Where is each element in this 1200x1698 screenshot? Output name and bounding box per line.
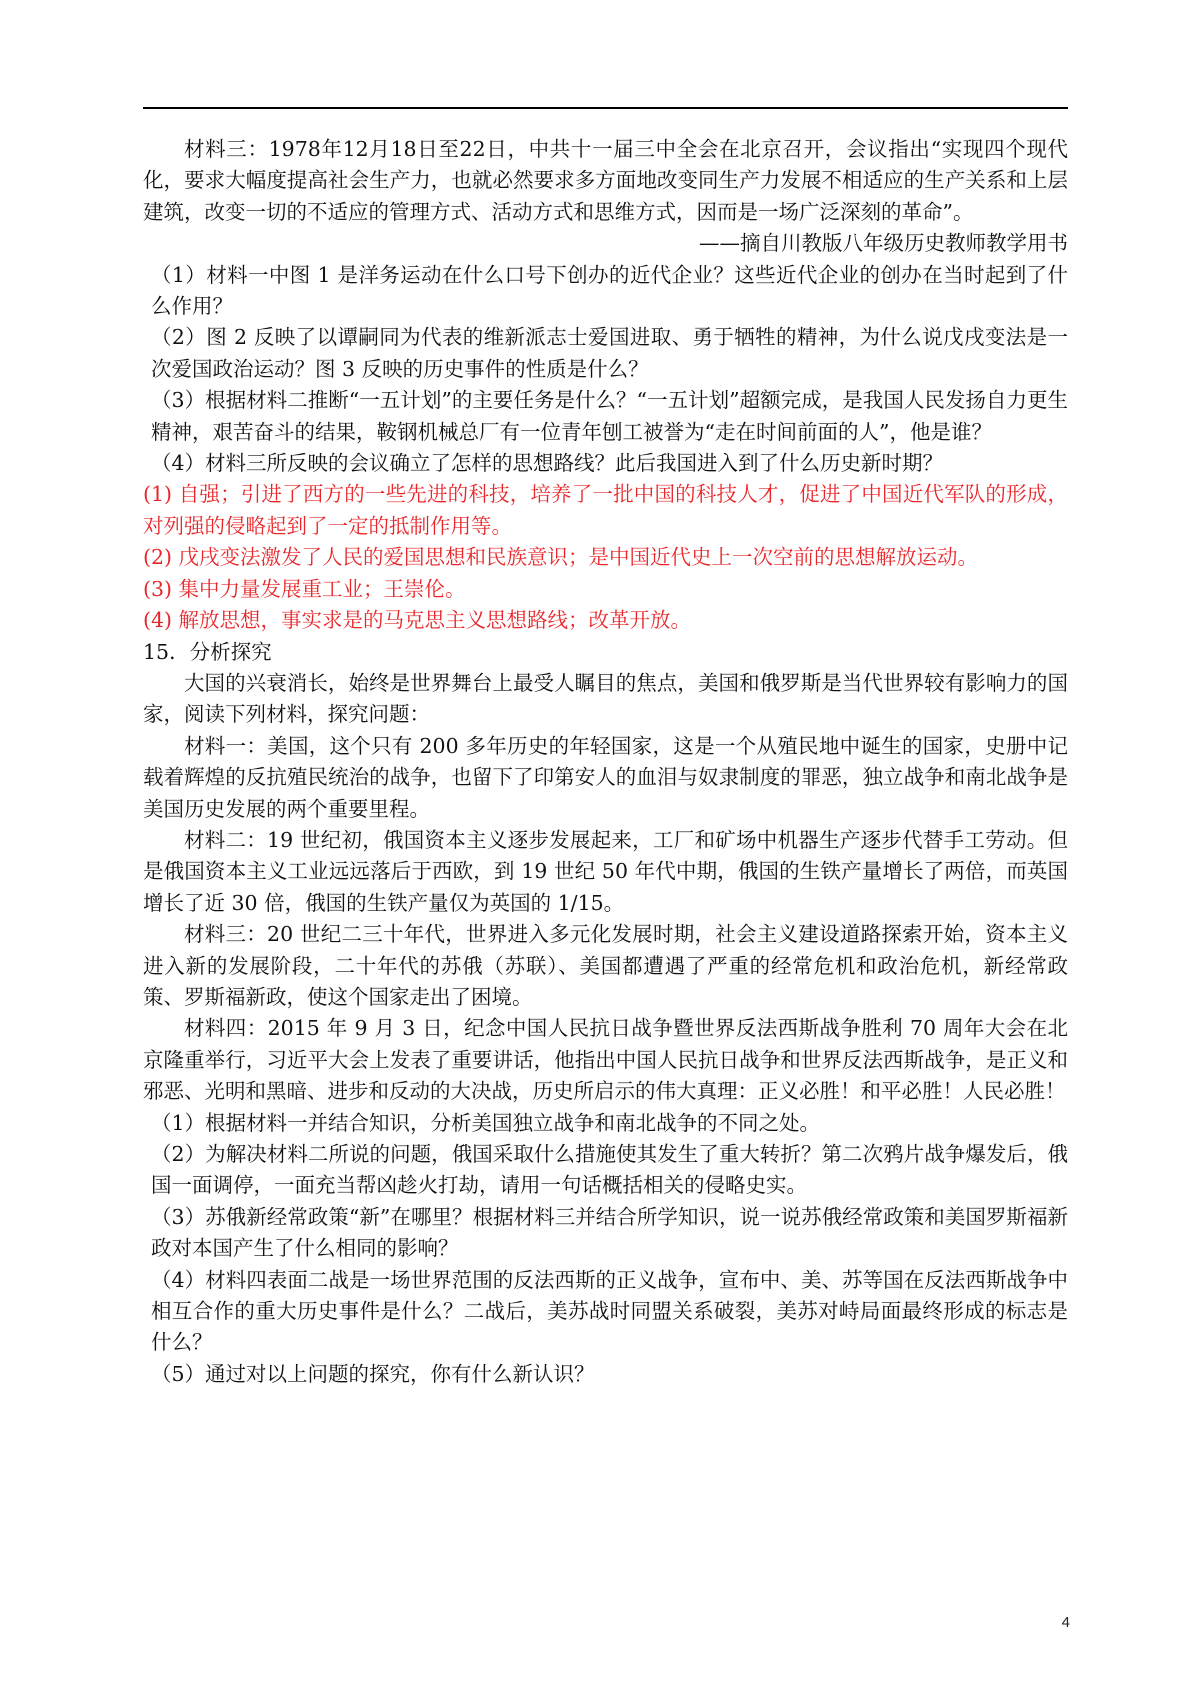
answer-2: (2) 戊戌变法激发了人民的爱国思想和民族意识；是中国近代史上一次空前的思想解放运动。 <box>143 545 979 570</box>
section-15-question-5: （5）通过对以上问题的探究，你有什么新认识？ <box>151 1361 595 1386</box>
section-15-question-1: （1）根据材料一并结合知识，分析美国独立战争和南北战争的不同之处。 <box>151 1110 821 1135</box>
section-15-question-2: （2）为解决材料二所说的问题，俄国采取什么措施使其发生了重大转折？第二次鸦片战争爆发后，俄国一面调停，一面充当帮凶趁火打劫，请用一句话概括相关的侵略史实。 <box>151 1142 1068 1198</box>
section-15-material-3: 材料三：20 世纪二三十年代，世界进入多元化发展时期，社会主义建设道路探索开始，资本主义进入新的发展阶段，二十年代的苏俄（苏联）、美国都遭遇了严重的经常危机和政治危机，新经常政策、罗斯福新政，使这个国家走出了困境。 <box>143 922 1068 1009</box>
section-15-intro: 大国的兴衰消长，始终是世界舞台上最受人瞩目的焦点，美国和俄罗斯是当代世界较有影响力的国家，阅读下列材料，探究问题： <box>143 670 1068 727</box>
question-3: （3）根据材料二推断“一五计划”的主要任务是什么？“一五计划”超额完成，是我国人民发扬自力更生精神，艰苦奋斗的结果，鞍钢机械总厂有一位青年刨工被誉为“走在时间前面的人”，他是谁？ <box>151 388 1068 444</box>
material-three-paragraph: 材料三：1978年12月18日至22日，中共十一届三中全会在北京召开，会议指出“实现四个现代化，要求大幅度提高社会生产力，也就必然要求多方面地改变同生产力发展不相适应的生产关系和上层建筑，改变一切的不适应的管理方式、活动方式和思维方式，因而是一场广泛深刻的革命”。 <box>143 137 1068 224</box>
source-citation: ——摘自川教版八年级历史教师教学用书 <box>699 231 1068 256</box>
question-1: （1）材料一中图 1 是洋务运动在什么口号下创办的近代企业？这些近代企业的创办在当时起到了什么作用？ <box>151 262 1068 319</box>
answer-3: (3) 集中力量发展重工业；王崇伦。 <box>143 576 466 601</box>
answer-1: (1) 自强；引进了西方的一些先进的科技，培养了一批中国的科技人才，促进了中国近代军队的形成，对列强的侵略起到了一定的抵制作用等。 <box>143 482 1068 538</box>
question-2: （2）图 2 反映了以谭嗣同为代表的维新派志士爱国进取、勇于牺牲的精神，为什么说戊戌变法是一次爱国政治运动？图 3 反映的历史事件的性质是什么？ <box>151 325 1068 381</box>
section-15-material-1: 材料一：美国，这个只有 200 多年历史的年轻国家，这是一个从殖民地中诞生的国家，史册中记载着辉煌的反抗殖民统治的战争，也留下了印第安人的血泪与奴隶制度的罪恶，独立战争和南北战争是美国历史发展的两个重要里程。 <box>143 733 1068 821</box>
page-number: 4 <box>1061 1614 1070 1631</box>
section-15-material-4: 材料四：2015 年 9 月 3 日，纪念中国人民抗日战争暨世界反法西斯战争胜利 70 周年大会在北京隆重举行，习近平大会上发表了重要讲话，他指出中国人民抗日战争和世界反法西斯战争，是正义和邪恶、光明和黑暗、进步和反动的大决战，历史所启示的伟大真理：正义必胜！和平必胜！人民必胜！ <box>143 1016 1068 1104</box>
header-rule <box>143 107 1068 109</box>
document-body <box>143 134 1068 1390</box>
section-15-question-3: （3）苏俄新经常政策“新”在哪里？根据材料三并结合所学知识，说一说苏俄经常政策和美国罗斯福新政对本国产生了什么相同的影响？ <box>151 1204 1068 1261</box>
section-15-heading: 15．分析探究 <box>143 639 272 664</box>
section-15-question-4: （4）材料四表面二战是一场世界范围的反法西斯的正义战争，宣布中、美、苏等国在反法西斯战争中相互合作的重大历史事件是什么？二战后，美苏战时同盟关系破裂，美苏对峙局面最终形成的标志是什么？ <box>151 1267 1068 1355</box>
question-4: （4）材料三所反映的会议确立了怎样的思想路线？此后我国进入到了什么历史新时期？ <box>151 451 944 476</box>
answer-4: (4) 解放思想，事实求是的马克思主义思想路线；改革开放。 <box>143 608 692 633</box>
section-15-material-2: 材料二：19 世纪初，俄国资本主义逐步发展起来，工厂和矿场中机器生产逐步代替手工劳动。但是俄国资本主义工业远远落后于西欧，到 19 世纪 50 年代中期，俄国的生铁产量增长了两倍，而英国增长了近 30 倍，俄国的生铁产量仅为英国的 1/15。 <box>143 827 1068 915</box>
